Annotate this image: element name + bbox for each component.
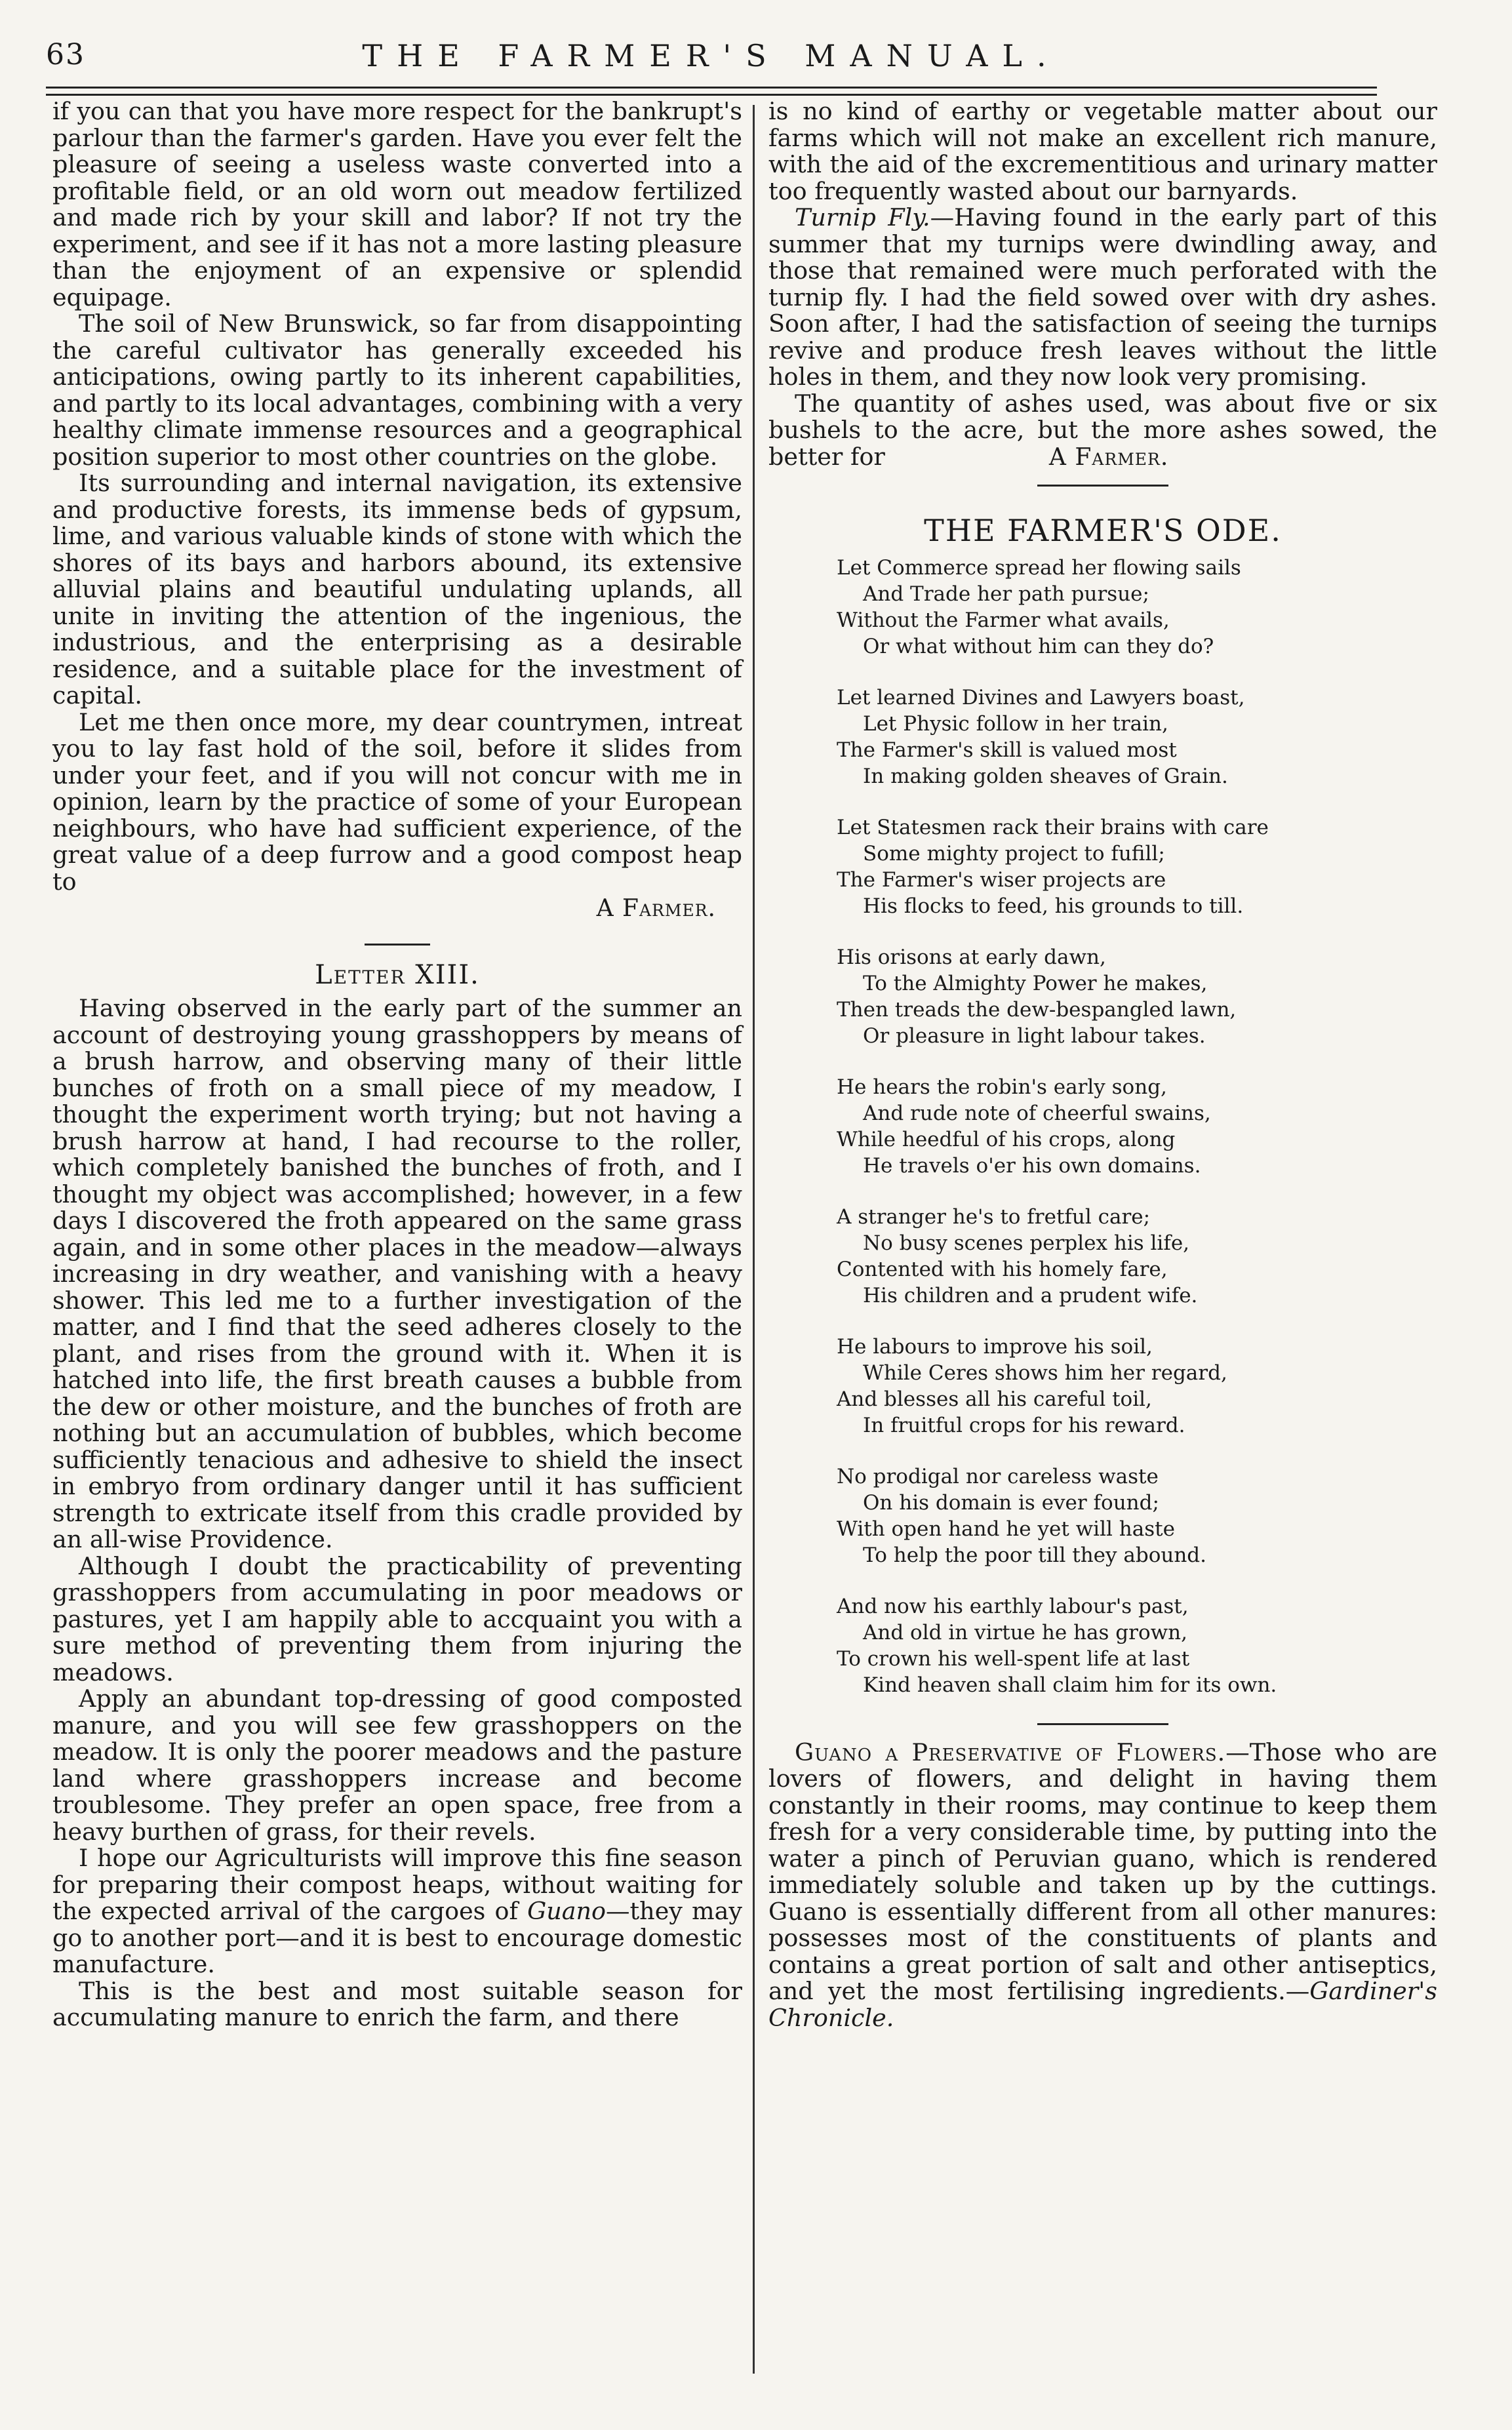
paragraph-grasshoppers: Having observed in the early part of the summer an account of destroying young grasshoppers by means of a brush harrow, and observing many of their little bunches of froth on a small piece of my meadow, I thought the experiment worth trying; but not having a brush harrow at hand, I had recourse to the roller, which completely banished the bunches of froth, and I thought my object was accomplished; however, in a few days I discovered the froth appeared on the same grass again, and in some other places in the meadow—always increasing in dry weather, and vanishing with a heavy shower. This led me to a further investigation of the matter, and I find that the seed adheres closely to the plant, and rises from the ground with it. When it is hatched into life, the first breath causes a bubble from the dew or other moisture, and the bunches of froth are nothing but an accumulation of bubbles, which become sufficiently tenacious and adhesive to shield the insect in embryo from ordinary danger until it has sufficient strength to extricate itself from this cradle provided by an all-wise Providence. bbox=[52, 994, 742, 1553]
letter-heading: Letter XIII. bbox=[315, 960, 480, 990]
right-column bbox=[768, 98, 1437, 2031]
ode-verse-line: His children and a prudent wife. bbox=[863, 1283, 1198, 1307]
paragraph-agriculturists bbox=[52, 1845, 742, 1978]
ode-stanza bbox=[837, 685, 1437, 789]
ode-verse-line: Or pleasure in light labour takes. bbox=[863, 1024, 1206, 1048]
ode-verse-line: And now his earthly labour's past, bbox=[837, 1594, 1189, 1618]
ode-verse-line: Or what without him can they do? bbox=[863, 634, 1214, 658]
section-rule bbox=[1037, 485, 1168, 487]
paragraph-navigation: Its surrounding and internal navigation, its extensive and productive forests, its immense beds of gypsum, lime, and various valuable kinds of stone with which the shores of its bays and harbors abound, its extensive alluvial plains and beautiful undulating uplands, all unite in inviting the attention of the ingenious, the industrious, and the enterprising as a desirable residence, and a suitable place for the investment of capital. bbox=[52, 469, 742, 709]
guano-text: —Those who are lovers of flowers, and delight in having them constantly in their rooms, may continue to keep them fresh for a very considerable time, by putting into the water a pinch of Peruvian guano, which is rendered immediately soluble and taken up by the cuttings. Guano is essentially different from all other manures: possesses most of the constituents of plants and contains a great portion of salt and other antiseptics, and yet the most fertilising ingredients.— bbox=[768, 1738, 1437, 2005]
ode-verse-line: He hears the robin's early song, bbox=[837, 1075, 1167, 1099]
ode-verse-line: No prodigal nor careless waste bbox=[837, 1464, 1159, 1488]
ode-verse-line: Let learned Divines and Lawyers boast, bbox=[837, 685, 1245, 709]
paragraph-best-season: This is the best and most suitable season for accumulating manure to enrich the farm, and there bbox=[52, 1976, 742, 2031]
paragraph-practicability: Although I doubt the practicability of preventing grasshoppers from accumulating in poor meadows or pastures, yet I am happily able to accquaint you with a sure method of preventing them from injuring the meadows. bbox=[52, 1551, 742, 1686]
ode-verse-line: And Trade her path pursue; bbox=[863, 582, 1149, 606]
ashes-text: The quantity of ashes used, was about five or six bushels to the acre, but the more ashes sowed, the better for bbox=[768, 389, 1437, 471]
ode-verse-line: His flocks to feed, his grounds to till. bbox=[863, 894, 1244, 918]
ode-stanza bbox=[837, 814, 1437, 919]
ode-verse-line: Without the Farmer what avails, bbox=[837, 608, 1170, 632]
ode-verse-line: He travels o'er his own domains. bbox=[863, 1153, 1201, 1178]
ode-verse-line: And old in virtue he has grown, bbox=[863, 1620, 1187, 1644]
ode-verse-line: Let Physic follow in her train, bbox=[863, 711, 1168, 736]
ode-verse-line: The Farmer's wiser projects are bbox=[837, 867, 1166, 892]
page-header bbox=[46, 38, 1377, 85]
ode-verse-line: No busy scenes perplex his life, bbox=[863, 1231, 1190, 1255]
header-double-rule bbox=[46, 87, 1377, 96]
ode-verse-line: In fruitful crops for his reward. bbox=[863, 1413, 1185, 1437]
ode-verse-line: Kind heaven shall claim him for its own. bbox=[863, 1673, 1277, 1697]
ode-verse-line: Then treads the dew-bespangled lawn, bbox=[837, 997, 1237, 1022]
paragraph-soil: The soil of New Brunswick, so far from disappointing the careful cultivator has generally exceeded his anticipations, owing partly to its inherent capabilities, and partly to its local advantages, combining with a very healthy climate immense resources and a geographical position superior to most other countries on the globe. bbox=[52, 309, 742, 471]
ode-verse-line: Let Commerce spread her flowing sails bbox=[837, 555, 1241, 580]
ode-stanza bbox=[837, 1593, 1437, 1698]
hope-text-2: —they may go to another port—and it is best to encourage domestic manufacture. bbox=[52, 1897, 742, 1978]
ode-verse-line: Let Statesmen rack their brains with care bbox=[837, 815, 1269, 839]
guano-source: Gardiner's Chronicle. bbox=[768, 1977, 1437, 2032]
ode-stanza bbox=[837, 1464, 1437, 1568]
ode-verse-line: On his domain is ever found; bbox=[863, 1490, 1159, 1515]
ode-verse-line: While Ceres shows him her regard, bbox=[863, 1361, 1227, 1385]
guano-italic: Guano bbox=[527, 1897, 607, 1925]
paragraph-ashes bbox=[768, 391, 1437, 471]
running-title: THE FARMER'S MANUAL. bbox=[362, 38, 1061, 73]
paragraph-countrymen: Let me then once more, my dear countrymen, intreat you to lay fast hold of the soil, before it slides from under your feet, and if you will not concur with me in opinion, learn by the practice of some of your European neighbours, who have had sufficient experience, of the great value of a deep furrow and a good compost heap to bbox=[52, 707, 742, 896]
turnip-fly-text: —Having found in the early part of this summer that my turnips were dwindling away, and those that remained were much perforated with the turnip fly. I had the field sowed over with dry ashes. Soon after, I had the satisfaction of seeing the turnips revive and produce fresh leaves without the little holes in them, and they now look very promising. bbox=[768, 203, 1437, 391]
ode-verse-line: To help the poor till they abound. bbox=[863, 1543, 1206, 1567]
farmers-ode bbox=[768, 555, 1437, 1698]
signature-a-farmer: A Farmer. bbox=[596, 895, 716, 922]
ode-verse-line: In making golden sheaves of Grain. bbox=[863, 764, 1228, 788]
hope-text-1: I hope our Agriculturists will improve this fine season for preparing their compost heaps, without waiting for the expected arrival of the cargoes of bbox=[52, 1844, 742, 1925]
ode-stanza bbox=[837, 1204, 1437, 1309]
ode-verse-line: And blesses all his careful toil, bbox=[837, 1387, 1152, 1411]
ode-title: THE FARMER'S ODE. bbox=[924, 512, 1282, 548]
ode-stanza bbox=[837, 1334, 1437, 1439]
guano-heading: Guano a Preservative of Flowers. bbox=[795, 1738, 1226, 1766]
ode-verse-line: To the Almighty Power he makes, bbox=[863, 971, 1208, 995]
ode-verse-line: Contented with his homely fare, bbox=[837, 1257, 1168, 1281]
ode-verse-line: And rude note of cheerful swains, bbox=[863, 1101, 1211, 1125]
section-rule bbox=[1037, 1723, 1168, 1725]
page-number: 63 bbox=[46, 38, 85, 71]
ode-verse-line: To crown his well-spent life at last bbox=[837, 1646, 1190, 1671]
paragraph-continued: is no kind of earthy or vegetable matter about our farms which will not make an excellent rich manure, with the aid of the excrementitious and urinary matter too frequently wasted about our barnyards. bbox=[768, 97, 1437, 205]
ode-verse-line: A stranger he's to fretful care; bbox=[837, 1205, 1151, 1229]
left-column bbox=[52, 98, 742, 2031]
ode-verse-line: His orisons at early dawn, bbox=[837, 945, 1106, 969]
ode-verse-line: While heedful of his crops, along bbox=[837, 1127, 1176, 1151]
section-rule bbox=[365, 944, 430, 946]
paragraph-bankrupt: if you can that you have more respect for the bankrupt's parlour than the farmer's garden. Have you ever felt the pleasure of seeing a useless waste converted into a profitable field, or an old worn out meadow fertilized and made rich by your skill and labor? If not try the experiment, and see if it has not a more lasting pleasure than the enjoyment of an expensive or splendid equipage. bbox=[52, 97, 742, 311]
turnip-fly-heading: Turnip Fly. bbox=[795, 203, 930, 231]
paragraph-top-dressing: Apply an abundant top-dressing of good composted manure, and you will see few grasshoppers on the meadow. It is only the poorer meadows and the pasture land where grasshoppers increase and become troublesome. They prefer an open space, free from a heavy burthen of grass, for their revels. bbox=[52, 1684, 742, 1846]
ode-verse-line: He labours to improve his soil, bbox=[837, 1334, 1153, 1359]
ode-verse-line: With open hand he yet will haste bbox=[837, 1517, 1175, 1541]
ode-stanza bbox=[837, 944, 1437, 1049]
ode-stanza bbox=[837, 555, 1437, 660]
paragraph-guano bbox=[768, 1740, 1437, 2032]
ode-stanza bbox=[837, 1074, 1437, 1179]
paragraph-turnip-fly bbox=[768, 205, 1437, 391]
column-divider bbox=[753, 105, 755, 2374]
signature-a-farmer-2: A Farmer. bbox=[1048, 443, 1169, 471]
ode-verse-line: Some mighty project to fufill; bbox=[863, 841, 1165, 866]
ode-verse-line: The Farmer's skill is valued most bbox=[837, 738, 1177, 762]
